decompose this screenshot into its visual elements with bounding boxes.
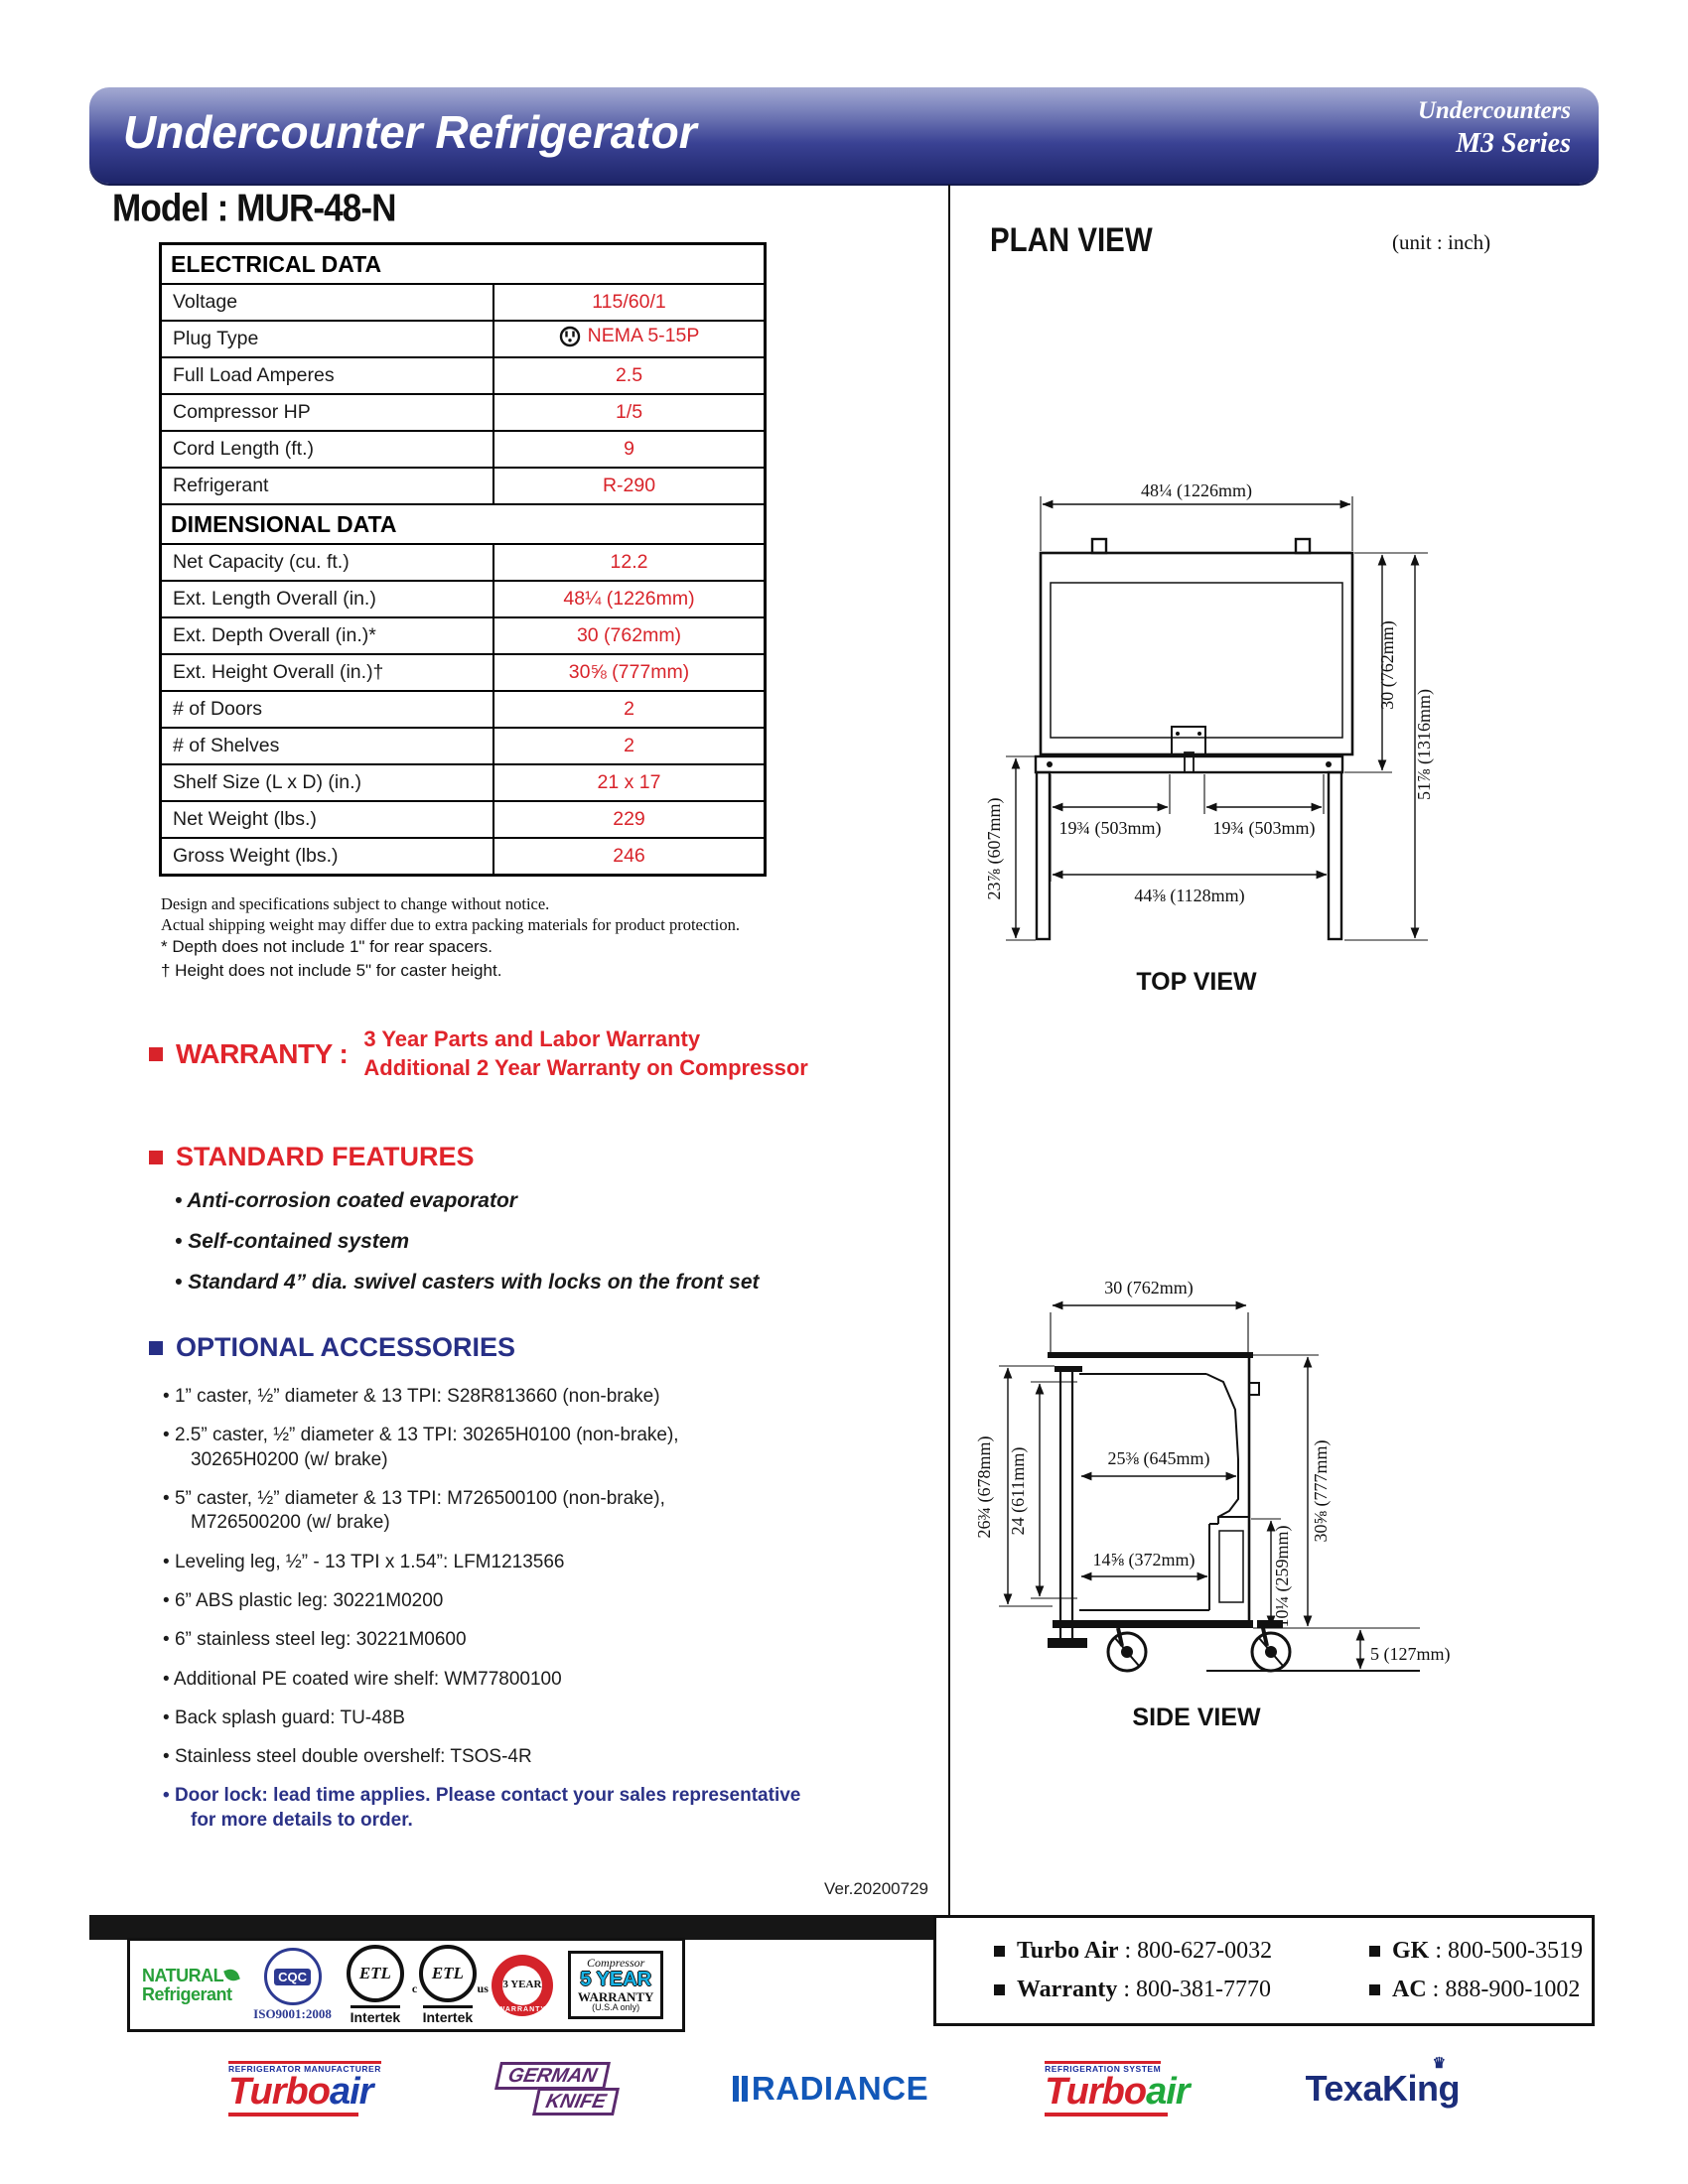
spec-row-value: 229	[493, 801, 766, 838]
turbo-air-tagline: REFRIGERATION SYSTEM	[1045, 2061, 1161, 2074]
contact-label: Turbo Air	[1017, 1938, 1119, 1964]
header-banner	[89, 87, 1599, 184]
table-row	[161, 764, 766, 801]
version-text: Ver.20200729	[824, 1879, 928, 1898]
accessory-item: • Additional PE coated wire shelf: WM77800100	[177, 1668, 943, 1692]
brand-logos-row	[228, 2053, 1460, 2124]
texaking-logo: TexaKing ♛	[1305, 2055, 1460, 2109]
contact-number: 800-381-7770	[1136, 1977, 1271, 2002]
spec-row-label: Cord Length (ft.)	[161, 431, 494, 468]
cqc-logo	[253, 1948, 332, 2022]
spec-row-value: 115/60/1	[493, 284, 766, 321]
dim-label-depth: 30 (762mm)	[1377, 620, 1397, 710]
dim-label-door-projection: 23⅞ (607mm)	[984, 797, 1004, 900]
footnote: † Height does not include 5" for caster height.	[161, 961, 502, 980]
contact-number: 800-500-3519	[1448, 1938, 1583, 1964]
contact-entry	[994, 1977, 1369, 2003]
standard-features-heading: STANDARD FEATURES	[176, 1142, 475, 1171]
warranty-text	[363, 1025, 807, 1082]
spec-row-label: # of Shelves	[161, 728, 494, 764]
column-divider	[948, 185, 950, 1915]
accessory-item: • 1” caster, ½” diameter & 13 TPI: S28R813660 (non-brake)	[177, 1385, 943, 1409]
spec-row-label: # of Doors	[161, 691, 494, 728]
etl-logo	[347, 1945, 404, 2025]
footnote: Actual shipping weight may differ due to extra packing materials for product protection.	[161, 915, 740, 934]
page-title: Undercounter Refrigerator	[123, 106, 697, 158]
table-row	[161, 468, 766, 504]
spec-row-label: Ext. Depth Overall (in.)*	[161, 617, 494, 654]
dim-label-compressor-height: 10¼ (259mm)	[1272, 1525, 1292, 1628]
square-bullet-icon	[994, 1946, 1005, 1957]
accessory-item: • 2.5” caster, ½” diameter & 13 TPI: 30265H0100 (non-brake), 30265H0200 (w/ brake)	[177, 1424, 943, 1472]
warranty-line: Additional 2 Year Warranty on Compressor	[363, 1054, 808, 1080]
nema-plug-icon	[559, 326, 581, 347]
contact-number: 800-627-0032	[1137, 1938, 1273, 1964]
contact-entry	[1369, 1977, 1592, 2003]
plug-type-value: NEMA 5-15P	[587, 325, 700, 347]
intertek-label: Intertek	[423, 2005, 474, 2025]
underline-swoosh	[1045, 2113, 1168, 2116]
footnote: Design and specifications subject to change without notice.	[161, 894, 550, 913]
footnote: * Depth does not include 1" for rear spacers.	[161, 937, 492, 956]
spec-table	[159, 242, 767, 877]
feature-item: • Self-contained system	[175, 1230, 760, 1254]
warranty-line: 3 Year Parts and Labor Warranty	[363, 1026, 701, 1051]
dim-label-depth-with-doors: 51⅞ (1316mm)	[1414, 689, 1434, 800]
series-line-1: Undercounters	[1417, 97, 1571, 124]
crown-icon: ♛	[1432, 2055, 1446, 2072]
turbo-air-tagline: REFRIGERATOR MANUFACTURER	[228, 2061, 381, 2074]
unit-note: (unit : inch)	[1392, 230, 1491, 254]
natural-refrigerant-logo: NATURAL Refrigerant	[142, 1967, 238, 2004]
certifications-box	[127, 1938, 685, 2032]
contact-entry	[1369, 1938, 1592, 1965]
contact-separator: :	[1118, 1938, 1138, 1964]
spec-row-value: 2.5	[493, 357, 766, 394]
spec-row-value: 9	[493, 431, 766, 468]
german-knife-logo: GERMAN KNIFE	[497, 2062, 617, 2116]
spec-row-label: Ext. Height Overall (in.)†	[161, 654, 494, 691]
contact-separator: :	[1117, 1977, 1136, 2002]
radiance-logo: RADIANCE	[733, 2070, 928, 2108]
feature-item: • Standard 4” dia. swivel casters with locks on the front set	[175, 1271, 760, 1295]
spec-row-label: Compressor HP	[161, 394, 494, 431]
spec-row-value: 246	[493, 838, 766, 876]
table-row	[161, 357, 766, 394]
table-row	[161, 544, 766, 581]
top-view-label: TOP VIEW	[1136, 968, 1257, 996]
square-bullet-icon	[149, 1151, 163, 1164]
spec-row-label: Plug Type	[161, 321, 494, 357]
accessory-item-door-lock: • Door lock: lead time applies. Please contact your sales representative for more details to order.	[177, 1784, 943, 1833]
contact-separator: :	[1426, 1977, 1446, 2002]
table-row	[161, 691, 766, 728]
table-row	[161, 321, 766, 357]
warranty-heading: WARRANTY :	[176, 1037, 349, 1069]
series-line-2: M3 Series	[1456, 128, 1571, 160]
globe-icon: CQC	[264, 1948, 322, 2005]
dim-label-width: 48¼ (1226mm)	[1141, 480, 1252, 500]
turbo-air-logo: REFRIGERATOR MANUFACTURER Turboair	[228, 2061, 381, 2117]
contact-box	[933, 1915, 1595, 2026]
spec-row-value: R-290	[493, 468, 766, 504]
spec-row-value: 48¼ (1226mm)	[493, 581, 766, 617]
footnotes	[161, 893, 740, 983]
dim-label-height: 30⅝ (777mm)	[1311, 1439, 1331, 1543]
table-row	[161, 801, 766, 838]
spec-row-label: Shelf Size (L x D) (in.)	[161, 764, 494, 801]
accessory-item: • Stainless steel double overshelf: TSOS-4R	[177, 1745, 943, 1769]
dim-label-door-height: 26¾ (678mm)	[974, 1435, 994, 1539]
turbo-air-system-logo: REFRIGERATION SYSTEM Turboair	[1045, 2061, 1189, 2117]
accessory-item: • 6” ABS plastic leg: 30221M0200	[177, 1589, 943, 1613]
warranty-section	[149, 1025, 808, 1082]
accessory-item: • Back splash guard: TU-48B	[177, 1706, 943, 1730]
spec-row-label: Gross Weight (lbs.)	[161, 838, 494, 876]
side-view-diagram	[953, 1171, 1589, 1727]
contact-label: AC	[1392, 1977, 1427, 2002]
square-bullet-icon	[149, 1047, 163, 1061]
iso-label: ISO9001:2008	[253, 2006, 332, 2021]
table-row	[161, 581, 766, 617]
table-row	[161, 431, 766, 468]
dim-label-interior-height: 24 (611mm)	[1008, 1446, 1028, 1536]
spec-row-value: 30⅝ (777mm)	[493, 654, 766, 691]
model-title: Model : MUR-48-N	[112, 187, 396, 230]
contact-entry	[994, 1938, 1369, 1965]
contact-label: Warranty	[1017, 1977, 1118, 2002]
table-row	[161, 284, 766, 321]
side-view-drawing	[999, 1305, 1420, 1671]
table-row	[161, 394, 766, 431]
dim-label-depth: 30 (762mm)	[1104, 1278, 1194, 1297]
dim-label-caster-height: 5 (127mm)	[1370, 1644, 1451, 1664]
accessory-item: • Leveling leg, ½” - 13 TPI x 1.54”: LFM1213566	[177, 1551, 943, 1574]
spec-row-value: 21 x 17	[493, 764, 766, 801]
table-row	[161, 617, 766, 654]
electrical-data-header: ELECTRICAL DATA	[161, 244, 766, 285]
square-bullet-icon	[1369, 1984, 1380, 1995]
accessory-item: • 5” caster, ½” diameter & 13 TPI: M726500100 (non-brake), M726500200 (w/ brake)	[177, 1487, 943, 1536]
series-label	[1418, 95, 1571, 161]
square-bullet-icon	[149, 1341, 163, 1355]
bars-icon	[733, 2076, 748, 2102]
accessory-item: • 6” stainless steel leg: 30221M0600	[177, 1628, 943, 1652]
spec-row-value: 2	[493, 691, 766, 728]
optional-accessories-section	[149, 1332, 943, 1847]
dim-label-door-left: 19¾ (503mm)	[1058, 818, 1162, 838]
spec-row-value	[493, 321, 766, 357]
table-row	[161, 654, 766, 691]
top-view-diagram	[953, 328, 1569, 983]
etl-mark-icon: ETL	[347, 1945, 404, 2002]
spec-row-value: 1/5	[493, 394, 766, 431]
standard-features-section	[149, 1142, 760, 1295]
square-bullet-icon	[1369, 1946, 1380, 1957]
spec-row-label: Full Load Amperes	[161, 357, 494, 394]
dim-label-door-right: 19¾ (503mm)	[1212, 818, 1316, 838]
dim-label-interior-depth: 25⅜ (645mm)	[1107, 1448, 1210, 1468]
footer-bar	[89, 1915, 933, 1940]
top-view-drawing	[1006, 496, 1428, 940]
cetl-us-logo	[411, 1945, 489, 2025]
dimensional-data-header: DIMENSIONAL DATA	[161, 504, 766, 544]
spec-row-label: Refrigerant	[161, 468, 494, 504]
optional-accessories-heading: OPTIONAL ACCESSORIES	[176, 1332, 516, 1362]
spec-row-label: Net Weight (lbs.)	[161, 801, 494, 838]
contact-number: 888-900-1002	[1445, 1977, 1581, 2002]
five-year-warranty-badge: Compressor 5 YEAR WARRANTY (U.S.A only)	[568, 1951, 664, 2019]
cetl-mark-icon: c ETL us	[419, 1945, 477, 2002]
side-view-label: SIDE VIEW	[1132, 1704, 1261, 1731]
contact-separator: :	[1429, 1938, 1449, 1964]
spec-row-value: 12.2	[493, 544, 766, 581]
spec-row-value: 2	[493, 728, 766, 764]
spec-row-label: Voltage	[161, 284, 494, 321]
spec-row-label: Ext. Length Overall (in.)	[161, 581, 494, 617]
spec-row-value: 30 (762mm)	[493, 617, 766, 654]
contact-label: GK	[1392, 1938, 1430, 1964]
plan-view-heading: PLAN VIEW	[990, 220, 1153, 259]
square-bullet-icon	[994, 1984, 1005, 1995]
table-row	[161, 728, 766, 764]
three-year-warranty-badge: 3 YEAR WARRANTY	[492, 1955, 553, 2016]
dim-label-inner-width: 44⅜ (1128mm)	[1134, 886, 1245, 905]
spec-row-label: Net Capacity (cu. ft.)	[161, 544, 494, 581]
leaf-icon	[223, 1967, 240, 1983]
intertek-label: Intertek	[351, 2005, 401, 2025]
feature-item: • Anti-corrosion coated evaporator	[175, 1189, 760, 1213]
underline-swoosh	[228, 2113, 358, 2116]
dim-label-floor-depth: 14⅝ (372mm)	[1092, 1550, 1196, 1570]
table-row	[161, 838, 766, 876]
